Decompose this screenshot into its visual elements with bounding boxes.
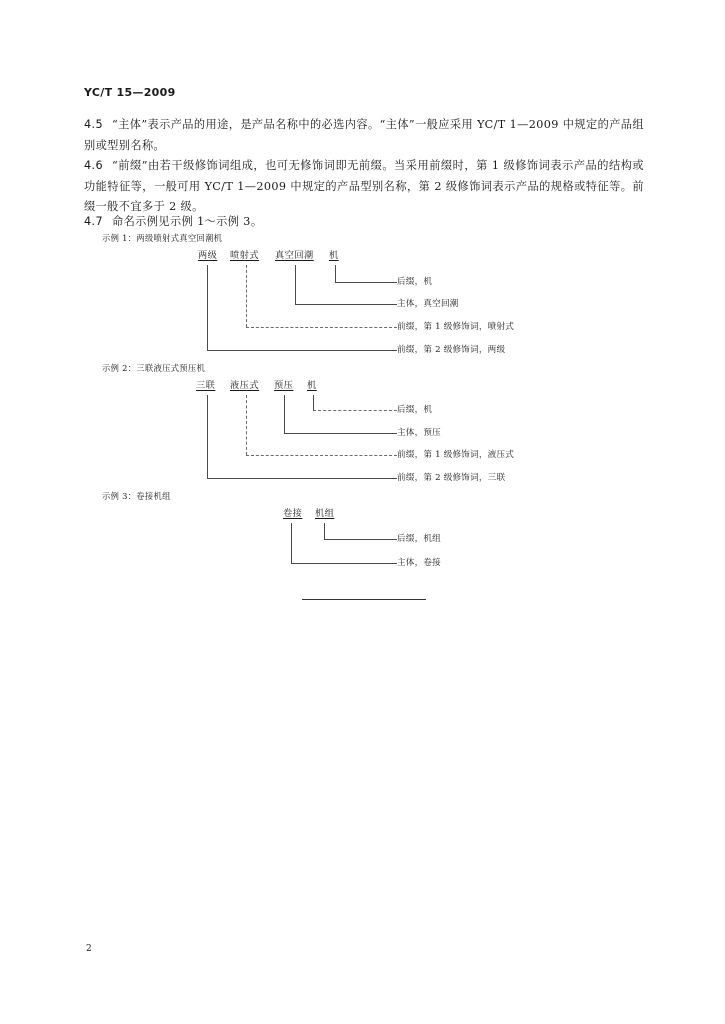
connector-line <box>295 265 296 304</box>
connector-line <box>335 282 397 283</box>
connector-line <box>207 350 397 351</box>
connector-line <box>313 395 314 410</box>
section-number: 4.6 <box>84 159 103 172</box>
section-4-7 <box>84 212 644 233</box>
connector-line <box>313 410 397 411</box>
connector-line <box>207 395 208 478</box>
example-2-title: 示例 2：三联液压式预压机 <box>102 363 206 373</box>
example-2-word-2: 液压式 <box>230 380 260 391</box>
connector-line <box>295 304 397 305</box>
example-2-label-4: 前缀，第 2 级修饰词，三联 <box>397 473 506 483</box>
example-3-word-1: 卷接 <box>283 508 303 519</box>
example-1-title: 示例 1：两级喷射式真空回潮机 <box>102 233 223 243</box>
example-3-label-2: 主体，卷接 <box>397 558 441 568</box>
standard-code-header: YC/T 15—2009 <box>84 86 176 99</box>
page-number: 2 <box>86 944 92 954</box>
example-2-word-3: 预压 <box>274 380 294 391</box>
connector-line <box>324 539 397 540</box>
example-1-word-3: 真空回潮 <box>275 250 314 261</box>
section-number: 4.7 <box>84 215 103 228</box>
example-1-label-2: 主体，真空回潮 <box>397 299 459 309</box>
connector-line <box>207 265 208 350</box>
connector-line <box>246 395 247 455</box>
example-2-word-4: 机 <box>307 380 317 391</box>
end-rule <box>302 599 426 600</box>
example-1-label-4: 前缀，第 2 级修饰词，两级 <box>397 345 506 355</box>
example-3-label-1: 后缀，机组 <box>397 534 441 544</box>
example-3-title: 示例 3：卷接机组 <box>102 491 171 501</box>
connector-line <box>207 478 397 479</box>
connector-line <box>291 563 397 564</box>
example-1-label-1: 后缀，机 <box>397 277 433 287</box>
example-2-label-1: 后缀，机 <box>397 405 433 415</box>
example-1-word-2: 喷射式 <box>230 250 260 261</box>
example-1-word-1: 两级 <box>198 250 218 261</box>
example-2-word-1: 三联 <box>196 380 216 391</box>
connector-line <box>335 265 336 282</box>
section-number: 4.5 <box>84 118 103 131</box>
example-2-label-2: 主体，预压 <box>397 428 441 438</box>
connector-line <box>284 395 285 433</box>
connector-line <box>246 455 397 456</box>
connector-line <box>246 327 397 328</box>
example-1-word-4: 机 <box>329 250 339 261</box>
connector-line <box>284 433 397 434</box>
example-2-label-3: 前缀，第 1 级修饰词，液压式 <box>397 450 515 460</box>
connector-line <box>324 523 325 539</box>
section-4-5 <box>84 115 644 156</box>
section-text: “主体”表示产品的用途，是产品名称中的必选内容。“主体”一般应采用 YC/T 1—2009 中规定的产品组别或型别名称。 <box>84 118 644 152</box>
connector-line <box>246 265 247 327</box>
section-4-6 <box>84 156 644 218</box>
example-1-label-3: 前缀，第 1 级修饰词，喷射式 <box>397 322 515 332</box>
connector-line <box>291 523 292 563</box>
example-3-word-2: 机组 <box>315 508 335 519</box>
section-text: 命名示例见示例 1～示例 3。 <box>112 215 263 228</box>
section-text: “前缀”由若干级修饰词组成，也可无修饰词即无前缀。当采用前缀时，第 1 级修饰词表示产品的结构或功能特征等，一般可用 YC/T 1—2009 中规定的产品型别名称，第 2 级修饰词表示产品的规格或特征等。前缀一般不宜多于 2 级。 <box>84 159 644 213</box>
